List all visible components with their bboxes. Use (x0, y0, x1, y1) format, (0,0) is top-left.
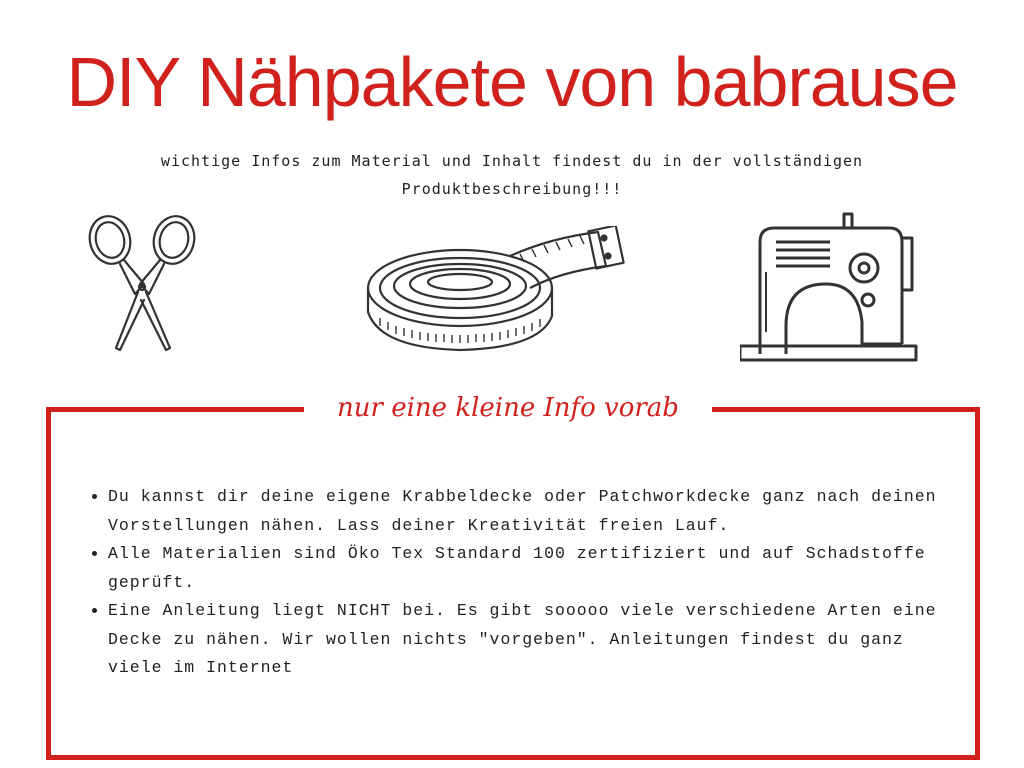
list-item: • Du kannst dir deine eigene Krabbeldecke oder Patchworkdecke ganz nach deinen Vorstellungen nähen. Lass deiner Kreativität freien Lauf. (108, 483, 968, 540)
frame-top-right-line (712, 407, 980, 412)
list-item: • Eine Anleitung liegt NICHT bei. Es gibt sooooo viele verschiedene Arten eine Decke zu nähen. Wir wollen nichts "vorgeben". Anleitungen findest du ganz viele im Internet (108, 597, 968, 683)
frame-top-left-line (46, 407, 304, 412)
scissors-icon (86, 208, 198, 358)
info-list (86, 483, 968, 683)
frame-right-line (975, 407, 980, 760)
frame-left-line (46, 407, 51, 760)
subtitle-line-1: wichtige Infos zum Material und Inhalt findest du in der vollständigen (160, 152, 864, 170)
frame-bottom-line (46, 755, 980, 760)
measuring-tape-icon (360, 226, 640, 358)
sewing-machine-icon (740, 212, 918, 364)
info-box-caption: nur eine kleine Info vorab (337, 393, 679, 423)
list-item: • Alle Materialien sind Öko Tex Standard 100 zertifiziert und auf Schadstoffe geprüft. (108, 540, 968, 597)
subtitle-line-2: Produktbeschreibung!!! (401, 180, 623, 198)
subtitle (40, 147, 984, 203)
page-title: DIY Nähpakete von babrause (66, 43, 958, 121)
